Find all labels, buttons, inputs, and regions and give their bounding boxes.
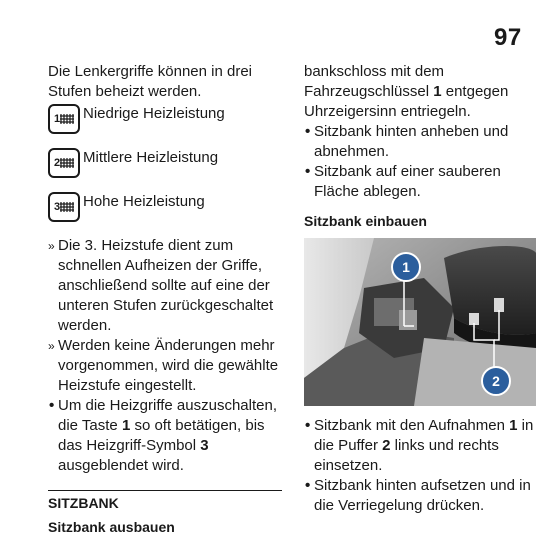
seat-installation-photo bbox=[304, 238, 536, 406]
callout-2: 2 bbox=[481, 366, 511, 396]
note-item: » Werden keine Änderungen mehr vorgenommen, wird die gewählte Heizstufe eingestellt. bbox=[48, 336, 282, 396]
level-3-label: Hohe Heizleistung bbox=[83, 193, 205, 210]
bullet-install-2: • Sitzbank hinten aufsetzen und in die Verriegelung drücken. bbox=[304, 476, 534, 516]
level-2-row bbox=[48, 148, 282, 178]
intro-text: Die Lenkergriffe können in drei Stufen beheizt werden. bbox=[48, 63, 253, 100]
note-item: » Die 3. Heizstufe dient zum schnellen Aufheizen der Griffe, anschließend sollte auf eine der unteren Stufen zurückgeschaltet werden. bbox=[48, 236, 282, 336]
level-2-label: Mittlere Heizleistung bbox=[83, 149, 219, 166]
heated-grip-level-3-icon: 3 bbox=[48, 192, 80, 222]
level-1-row bbox=[48, 104, 282, 134]
subsection-title-remove: Sitzbank ausbauen bbox=[48, 519, 175, 535]
right-column bbox=[304, 62, 534, 516]
left-column bbox=[48, 62, 282, 536]
bullet-remove-2: • Sitzbank auf einer sauberen Fläche ablegen. bbox=[304, 162, 534, 202]
level-1-label: Niedrige Heizleistung bbox=[83, 105, 225, 122]
bullet-install-1: • Sitzbank mit den Aufnahmen 1 in die Puffer 2 links und rechts einsetzen. bbox=[304, 416, 534, 476]
bullet-remove-1: • Sitzbank hinten anheben und abnehmen. bbox=[304, 122, 534, 162]
page-number: 97 bbox=[494, 24, 522, 51]
heated-grip-level-2-icon: 2 bbox=[48, 148, 80, 178]
section-title: SITZBANK bbox=[48, 495, 119, 511]
section-divider bbox=[48, 490, 282, 491]
level-3-row bbox=[48, 192, 282, 222]
bullet-switch-off: • Um die Heizgriffe auszuschalten, die Taste 1 so oft betätigen, bis das Heizgriff-Symbol 3 ausgeblendet wird. bbox=[48, 396, 282, 476]
heated-grip-level-1-icon: 1 bbox=[48, 104, 80, 134]
callout-1: 1 bbox=[391, 252, 421, 282]
subsection-title-install: Sitzbank einbauen bbox=[304, 213, 427, 229]
continuation-text: bankschloss mit dem Fahrzeugschlüssel 1 entgegen Uhrzeigersinn entriegeln. bbox=[304, 63, 509, 120]
